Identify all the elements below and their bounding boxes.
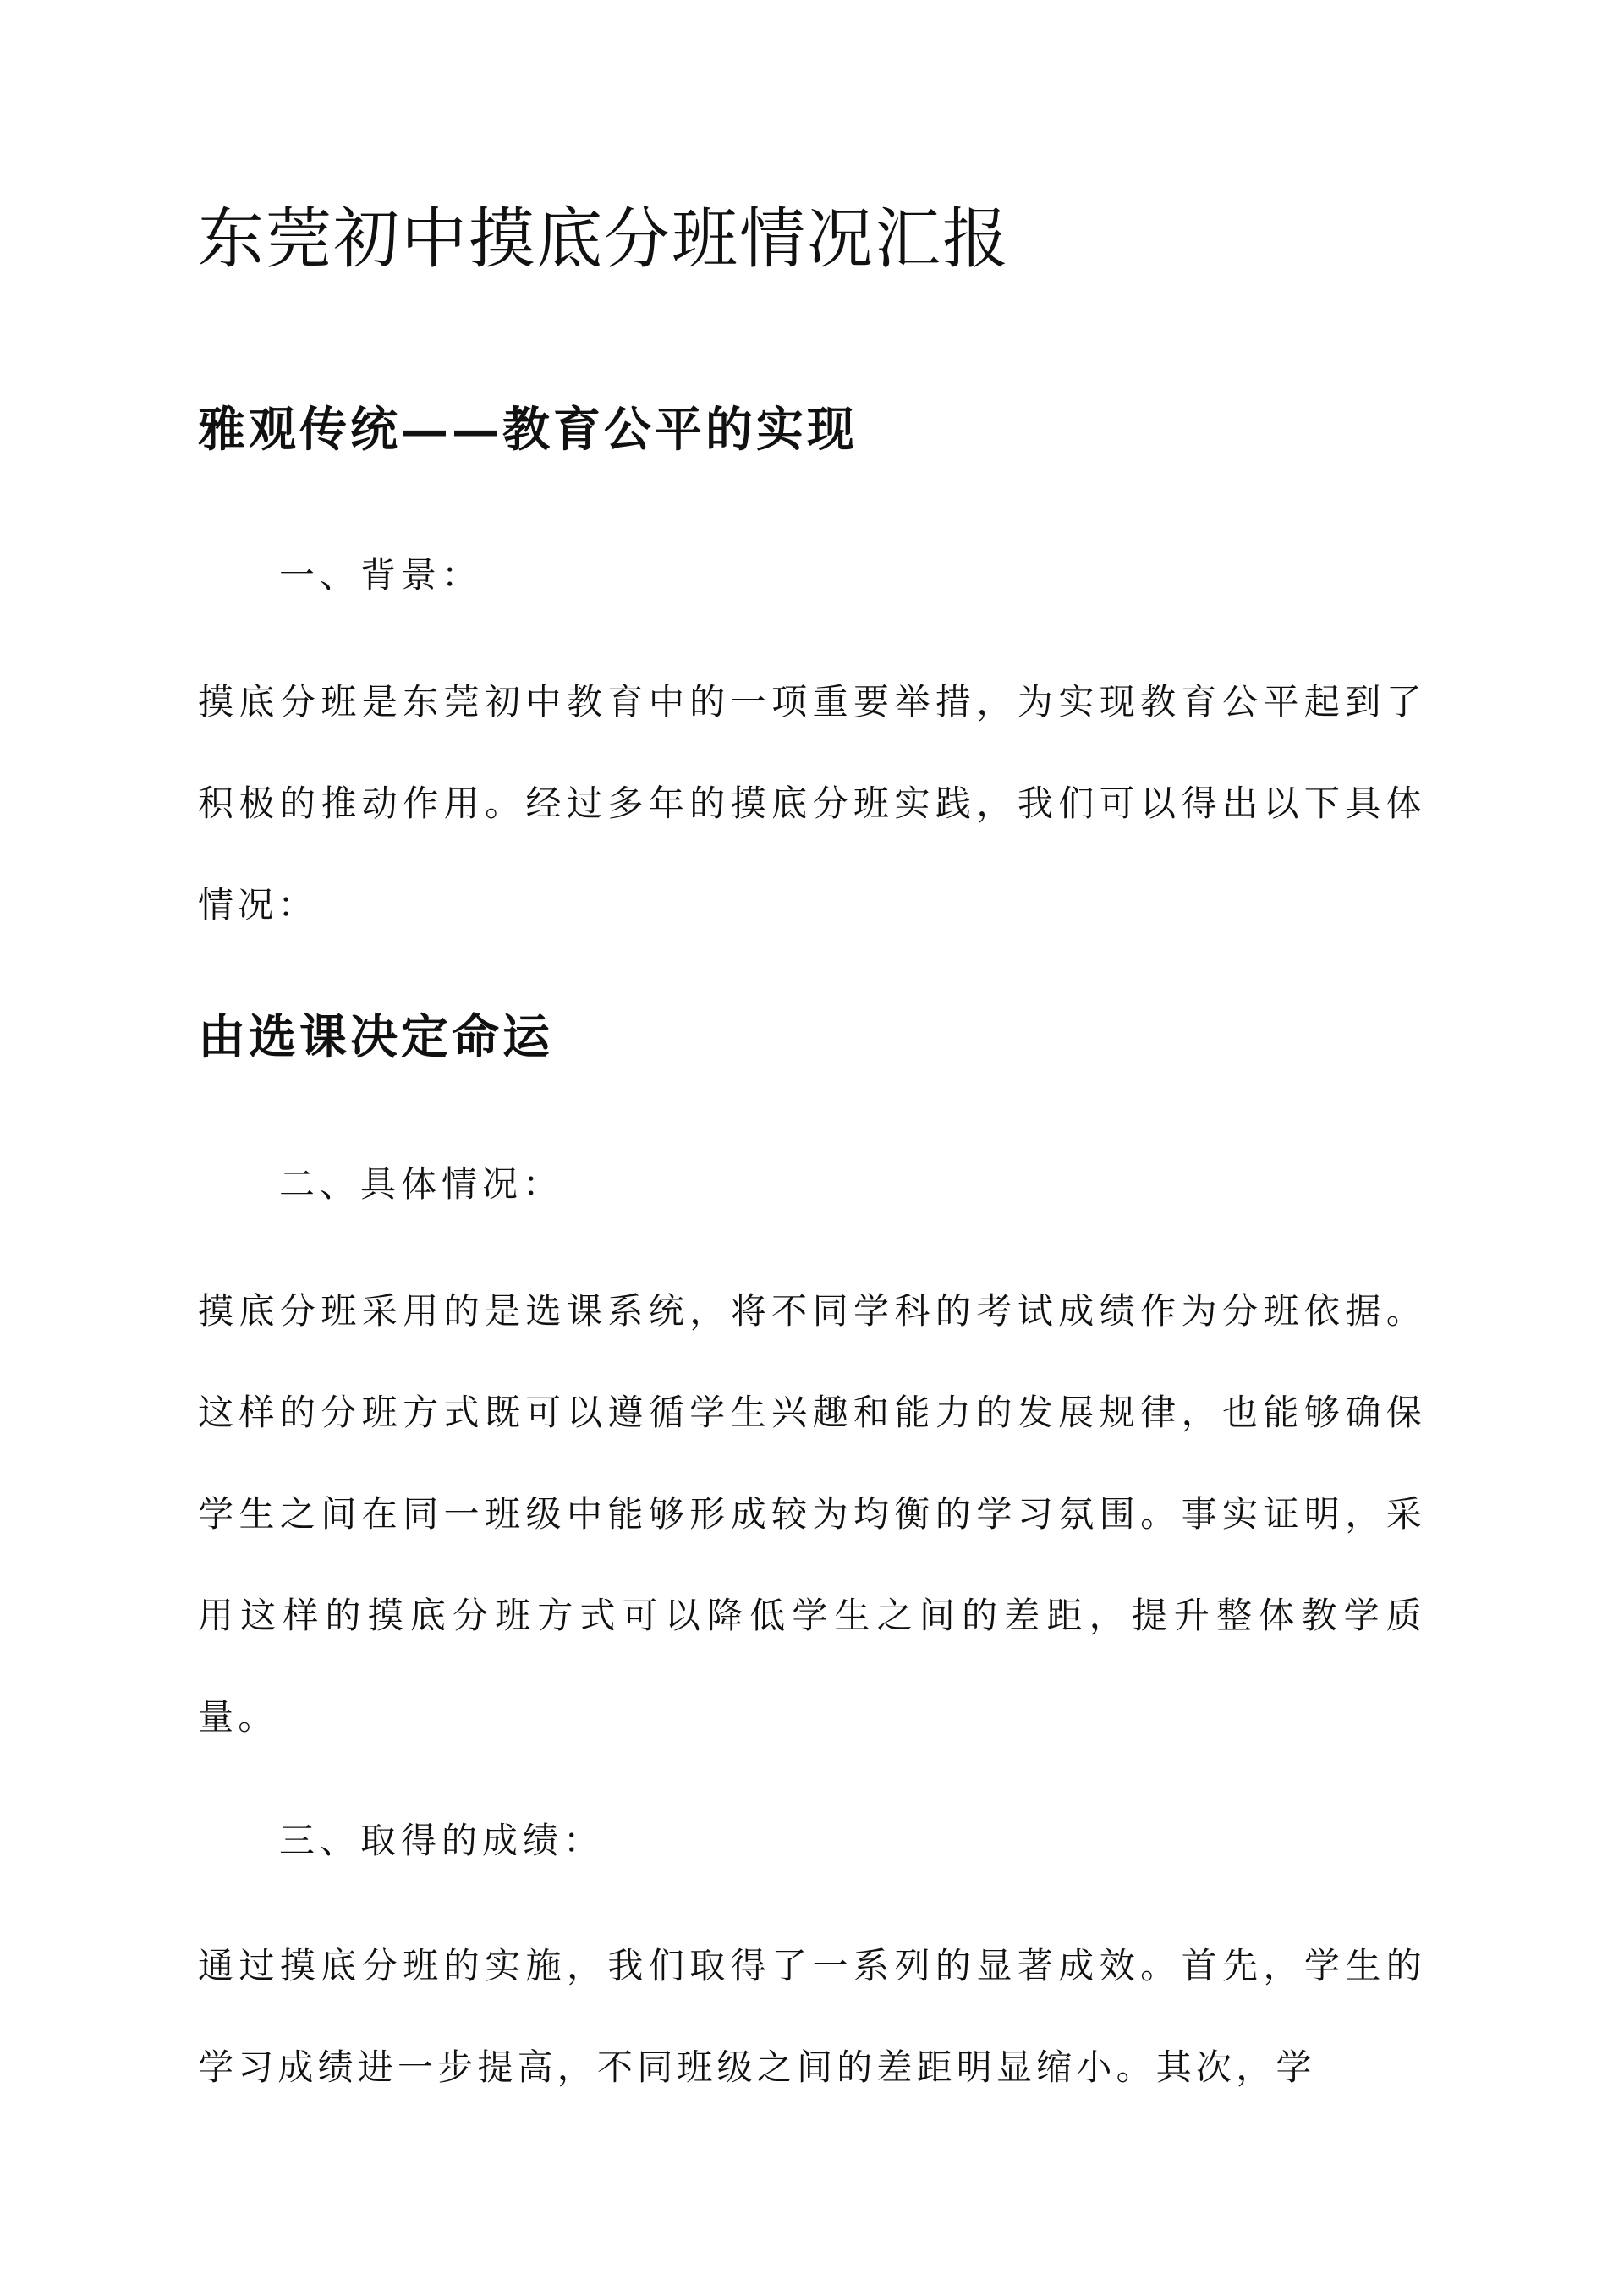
section-heading-tradition: 雅观传统——教育公平的实现 xyxy=(198,402,858,458)
paragraph-background: 摸底分班是东莞初中教育中的一项重要举措，为实现教育公平起到了积极的推动作用。经过多年的摸底分班实践，我们可以得出以下具体情况： xyxy=(198,681,1426,926)
document-title: 东莞初中摸底分班情况汇报 xyxy=(198,201,1011,277)
paragraph-achievements: 通过摸底分班的实施，我们取得了一系列的显著成效。首先，学生的学习成绩进一步提高，不同班级之间的差距明显缩小。其次，学 xyxy=(198,1945,1426,2088)
section-heading-course-selection: 由选课决定命运 xyxy=(198,1009,553,1065)
section-label-achievements: 三、取得的成绩： xyxy=(279,1820,605,1861)
section-label-details: 二、具体情况： xyxy=(279,1163,564,1205)
section-label-background: 一、背景： xyxy=(279,554,483,596)
paragraph-details: 摸底分班采用的是选课系统，将不同学科的考试成绩作为分班依据。这样的分班方式既可以遵循学生兴趣和能力的发展规律，也能够确保学生之间在同一班级中能够形成较为均衡的学习氛围。事实证明，采用这样的摸底分班方式可以降低学生之间的差距，提升整体教学质量。 xyxy=(198,1290,1426,1738)
